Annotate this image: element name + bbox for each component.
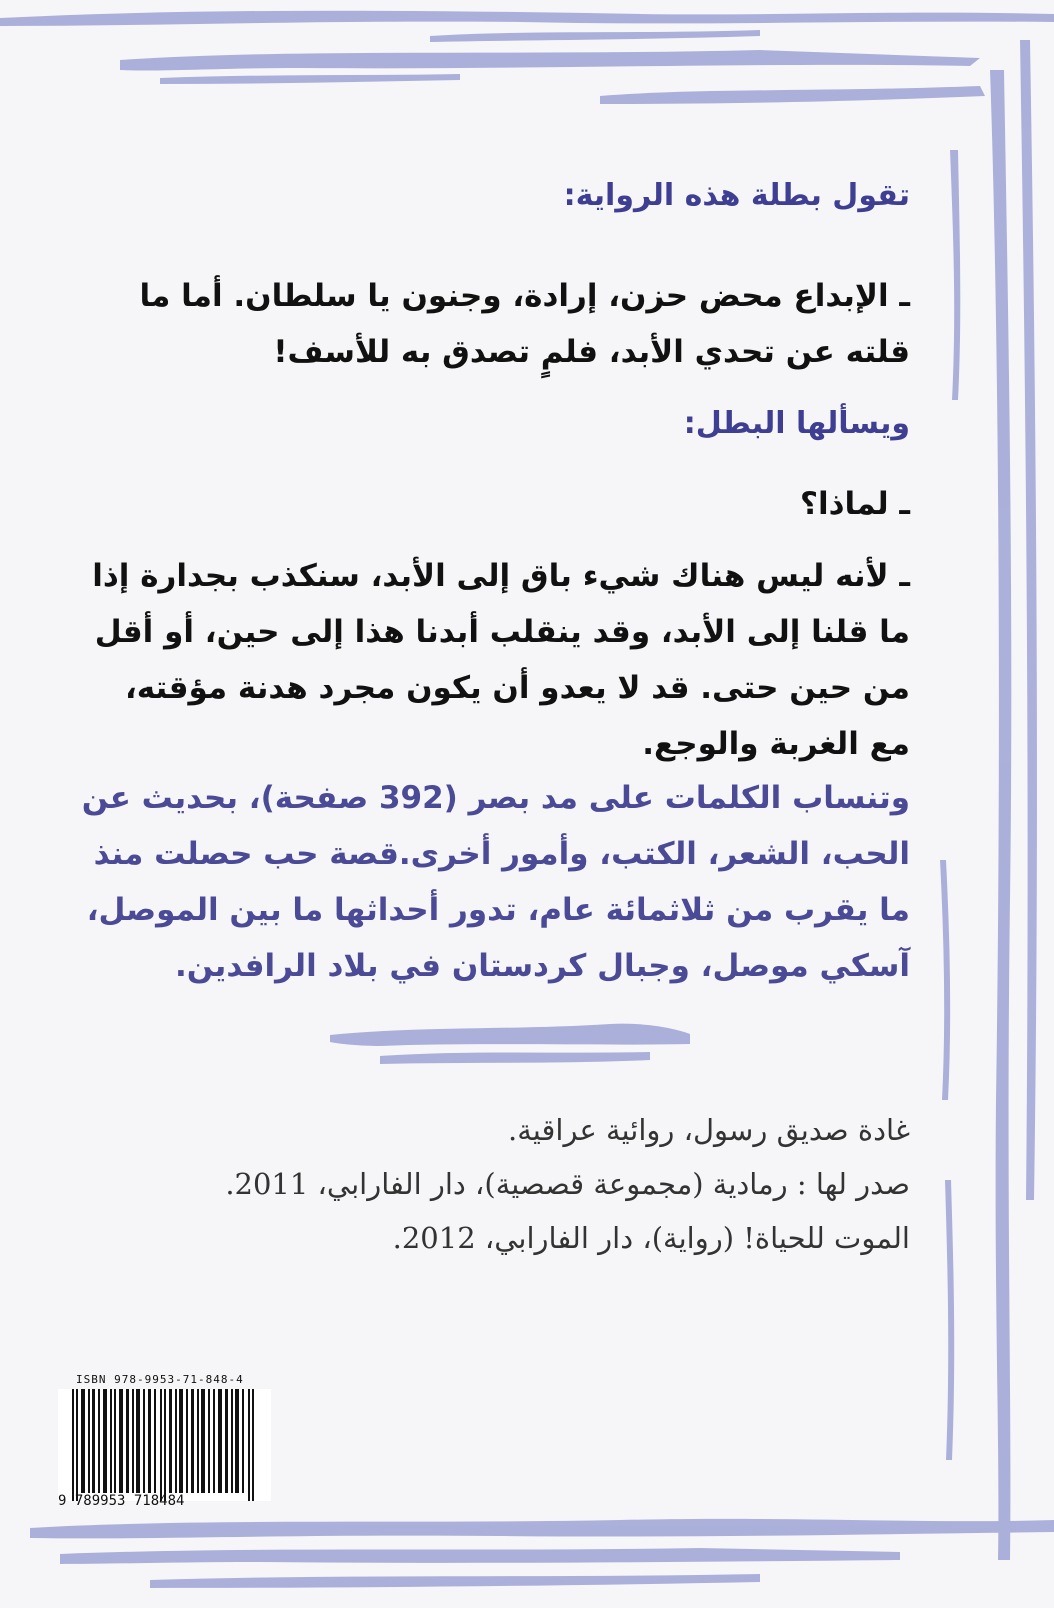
author-bio-line-3: الموت للحياة! (رواية)، دار الفارابي، 2012. — [392, 1221, 910, 1255]
barcode-digits: 9 789953 718484 — [58, 1493, 185, 1509]
author-bio-line-2: صدر لها : رمادية (مجموعة قصصية)، دار الفارابي، 2011. — [225, 1167, 910, 1201]
heroine-quote: ـ الإبداع محض حزن، إرادة، وجنون يا سلطان. أما ما قلته عن تحدي الأبد، فلمٍ تصدق به للأسف! — [139, 278, 910, 370]
barcode — [58, 1373, 271, 1509]
heroine-intro-heading: تقول بطلة هذه الرواية: — [563, 178, 910, 213]
book-description: وتنساب الكلمات على مد بصر (392 صفحة)، بحديث عن الحب، الشعر، الكتب، وأمور أخرى.قصة حب حصلت منذ ما يقرب من ثلاثمائة عام، تدور أحداثها ما بين الموصل، آسكي موصل، وجبال كردستان في بلاد الرافدين. — [81, 780, 910, 984]
isbn-label: ISBN 978-9953-71-848-4 — [76, 1373, 244, 1386]
author-bio-line-1: غادة صديق رسول، روائية عراقية. — [508, 1113, 910, 1147]
hero-question: ـ لماذا؟ — [800, 486, 910, 522]
hero-question-heading: ويسألها البطل: — [683, 406, 910, 441]
heroine-answer: ـ لأنه ليس هناك شيء باق إلى الأبد، سنكذب بجدارة إذا ما قلنا إلى الأبد، وقد ينقلب أبدنا هذا إلى حين، أو أقل من حين حتى. قد لا يعدو أن يكون مجرد هدنة مؤقته، مع الغربة والوجع. — [92, 558, 910, 762]
barcode-bars — [58, 1389, 271, 1501]
